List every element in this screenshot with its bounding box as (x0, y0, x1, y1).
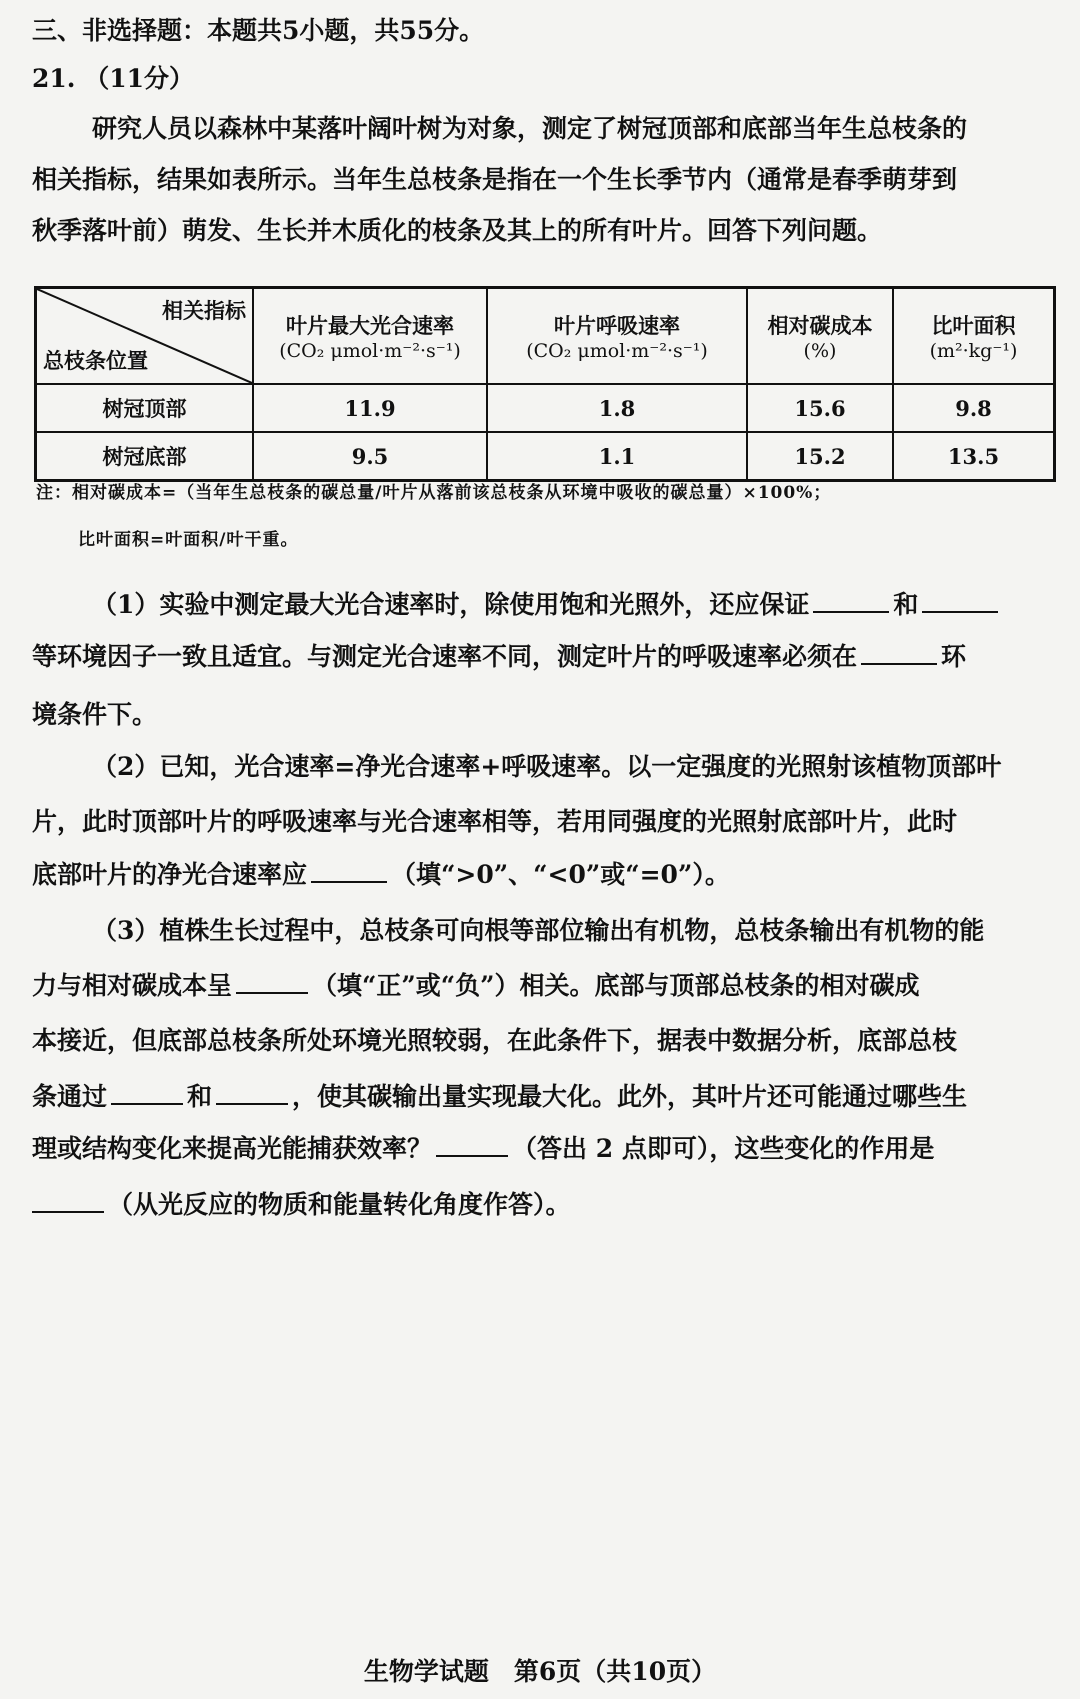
table-cell: 9.5 (253, 432, 487, 481)
q1-line-2 (32, 640, 966, 674)
table-row (36, 432, 1055, 481)
table-header-row (36, 288, 1055, 385)
answer-blank[interactable] (311, 859, 387, 883)
column-name: 比叶面积 (931, 313, 1016, 338)
corner-top-label: 相关指标 (162, 298, 246, 323)
question-points: （11分） (84, 64, 195, 93)
column-header (487, 288, 747, 385)
q3-line-6 (32, 1188, 571, 1222)
q1-line-1 (92, 588, 1002, 622)
question-header (32, 62, 194, 96)
q3-text: 理或结构变化来提高光能捕获效率？ (32, 1134, 433, 1163)
answer-blank[interactable] (861, 641, 937, 665)
table-cell: 15.6 (747, 384, 893, 432)
table-cell: 15.2 (747, 432, 893, 481)
answer-blank[interactable] (216, 1081, 288, 1105)
row-label: 树冠底部 (36, 432, 254, 481)
answer-blank[interactable] (813, 589, 889, 613)
q3-text: （从光反应的物质和能量转化角度作答）。 (108, 1190, 571, 1219)
table-cell: 1.8 (487, 384, 747, 432)
data-table (34, 286, 1056, 482)
q3-text: 力与相对碳成本呈 (32, 971, 233, 1000)
q1-text: 和 (893, 590, 919, 619)
q3-line-4 (32, 1080, 967, 1114)
column-name: 叶片最大光合速率 (286, 313, 454, 338)
table-corner-cell (36, 288, 254, 385)
q1-text: （1）实验中测定最大光合速率时，除使用饱和光照外，还应保证 (92, 590, 810, 619)
table-cell: 13.5 (893, 432, 1055, 481)
intro-line-3: 秋季落叶前）萌发、生长并木质化的枝条及其上的所有叶片。回答下列问题。 (32, 216, 883, 245)
intro-line-1: 研究人员以森林中某落叶阔叶树为对象，测定了树冠顶部和底部当年生总枝条的 (92, 114, 968, 143)
q2-line-1: （2）已知，光合速率=净光合速率+呼吸速率。以一定强度的光照射该植物顶部叶 (92, 752, 1002, 781)
table-cell: 1.1 (487, 432, 747, 481)
page-footer: 生物学试题 第6页（共10页） (363, 1657, 717, 1686)
column-header (253, 288, 487, 385)
question-number: 21. (32, 64, 76, 93)
q3-text: （答出 2 点即可），这些变化的作用是 (512, 1134, 935, 1163)
answer-blank[interactable] (32, 1189, 104, 1213)
table-row (36, 384, 1055, 432)
column-unit: (CO₂ μmol·m⁻²·s⁻¹) (526, 340, 708, 362)
q2-line-3 (32, 858, 730, 892)
answer-blank[interactable] (111, 1081, 183, 1105)
column-header (747, 288, 893, 385)
column-name: 叶片呼吸速率 (554, 313, 680, 338)
answer-blank[interactable] (236, 970, 308, 994)
q3-text: ，使其碳输出量实现最大化。此外，其叶片还可能通过哪些生 (292, 1082, 968, 1111)
q2-text: （填“>0”、“<0”或“=0”）。 (391, 860, 730, 889)
row-label: 树冠顶部 (36, 384, 254, 432)
column-unit: (m²·kg⁻¹) (929, 340, 1018, 362)
column-unit: (%) (803, 340, 837, 362)
section-title: 三、非选择题：本题共5小题，共55分。 (32, 16, 485, 45)
q1-text: 等环境因子一致且适宜。与测定光合速率不同，测定叶片的呼吸速率必须在 (32, 642, 858, 671)
q3-text: 条通过 (32, 1082, 108, 1111)
q3-line-2 (32, 969, 920, 1003)
column-name: 相对碳成本 (767, 313, 873, 338)
q3-line-3: 本接近，但底部总枝条所处环境光照较弱，在此条件下，据表中数据分析，底部总枝 (32, 1026, 958, 1055)
q2-text: 底部叶片的净光合速率应 (32, 860, 308, 889)
table-note-2: 比叶面积=叶面积/叶干重。 (78, 530, 299, 550)
column-unit: (CO₂ μmol·m⁻²·s⁻¹) (279, 340, 461, 362)
q2-line-2: 片，此时顶部叶片的呼吸速率与光合速率相等，若用同强度的光照射底部叶片，此时 (32, 807, 958, 836)
answer-blank[interactable] (436, 1133, 508, 1157)
q1-text: 环 (941, 642, 967, 671)
corner-bottom-label: 总枝条位置 (43, 348, 148, 373)
intro-line-2: 相关指标，结果如表所示。当年生总枝条是指在一个生长季节内（通常是春季萌芽到 (32, 165, 958, 194)
table-note-1: 注：相对碳成本=（当年生总枝条的碳总量/叶片从落前该总枝条从环境中吸收的碳总量）×100%； (36, 483, 832, 503)
q3-text: （填“正”或“负”）相关。底部与顶部总枝条的相对碳成 (312, 971, 920, 1000)
answer-blank[interactable] (922, 589, 998, 613)
column-header (893, 288, 1055, 385)
table-cell: 9.8 (893, 384, 1055, 432)
q1-line-3: 境条件下。 (32, 700, 158, 729)
q3-line-5 (32, 1132, 934, 1166)
q3-line-1: （3）植株生长过程中，总枝条可向根等部位输出有机物，总枝条输出有机物的能 (92, 916, 985, 945)
table-cell: 11.9 (253, 384, 487, 432)
q3-text: 和 (187, 1082, 213, 1111)
